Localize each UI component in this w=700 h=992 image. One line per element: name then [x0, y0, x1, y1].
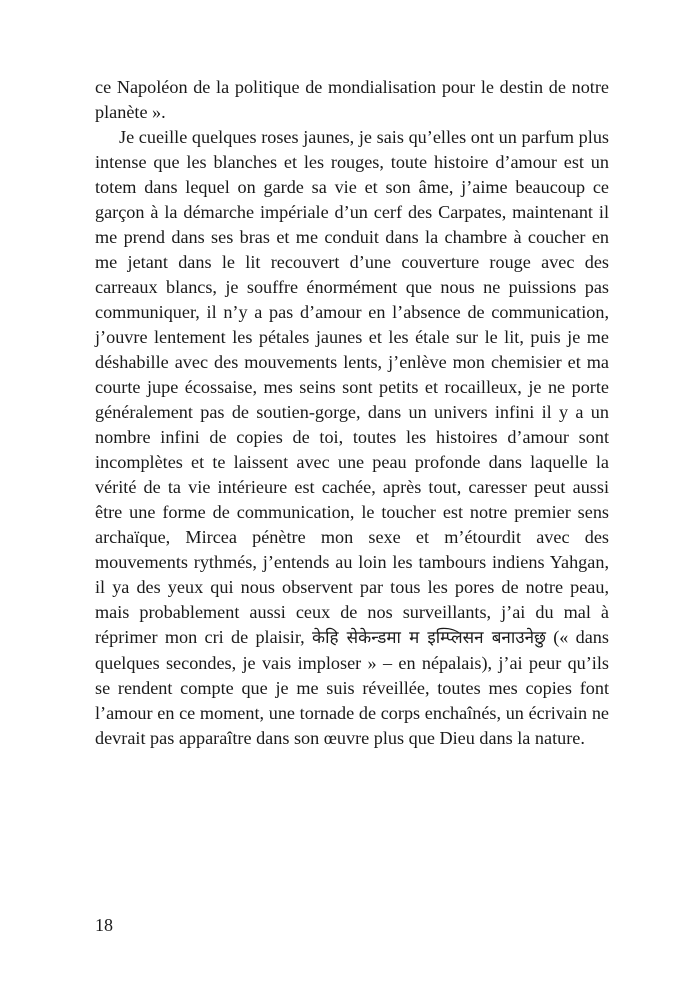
paragraph-main	[95, 125, 609, 751]
body-text	[95, 75, 609, 751]
page-number: 18	[95, 915, 113, 935]
paragraph-main-text-after: (« dans quelques secondes, je vais imploser » – en népalais), j’ai peur qu’ils se rendent compte que je me suis réveillée, toutes mes copies font l’amour en ce moment, une tornade de corps enchaînés, un écrivain ne devrait pas apparaître dans son œuvre plus que Dieu dans la nature.	[95, 627, 609, 748]
paragraph-continuation: ce Napoléon de la politique de mondialisation pour le destin de notre planète ».	[95, 77, 609, 122]
nepali-phrase: केहि सेकेन्डमा म इम्प्लिसन बनाउनेछु	[312, 628, 546, 648]
paragraph-main-text-before: Je cueille quelques roses jaunes, je sais qu’elles ont un parfum plus intense que les blanches et les rouges, toute histoire d’amour est un totem dans lequel on garde sa vie et son âme, j’aime beaucoup ce garçon à la démarche impériale d’un cerf des Carpates, maintenant il me prend dans ses bras et me conduit dans la chambre à coucher en me jetant dans le lit recouvert d’une couverture rouge avec des carreaux blancs, je souffre énormément que nous ne puissions pas communiquer, il n’y a pas d’amour en l’absence de communication, j’ouvre lentement les pétales jaunes et les étale sur le lit, puis je me déshabille avec des mouvements lents, j’enlève mon chemisier et ma courte jupe écossaise, mes seins sont petits et rocailleux, je ne porte généralement pas de soutien-gorge, dans un univers infini il y a un nombre infini de copies de toi, toutes les histoires d’amour sont incomplètes et te laissent avec une peau profonde dans laquelle la vérité de ta vie intérieure est cachée, après tout, caresser peut aussi être une forme de communication, le toucher est notre premier sens archaïque, Mircea pénètre mon sexe et m’étourdit avec des mouvements rythmés, j’entends au loin les tambours indiens Yahgan, il ya des yeux qui nous observent par tous les pores de notre peau, mais probablement aussi ceux de nos surveillants, j’ai du mal à réprimer mon cri de plaisir,	[95, 127, 609, 647]
